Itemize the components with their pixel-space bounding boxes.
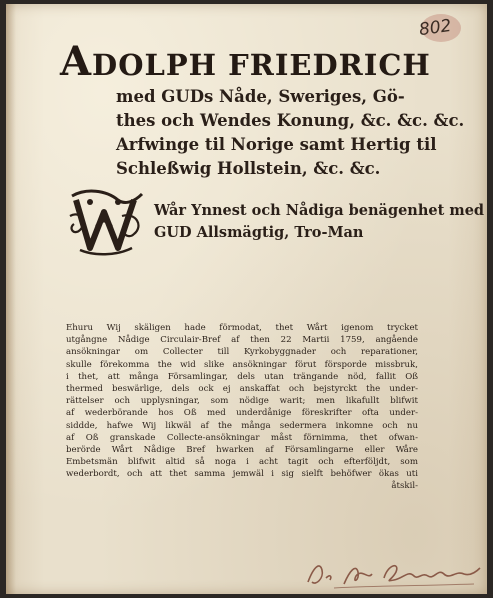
- body-line: skulle förekomma the wid slike ansökningar förut försporde missbruk,: [66, 359, 418, 370]
- body-line: utgångne Nådige Circulair-Bref af then 22 Martii 1759, angående: [66, 335, 418, 346]
- body-line: af wederbörande hos Oß med underdånige föreskrifter ofta under-: [66, 408, 418, 419]
- heading-rest: DOLPH FRIEDRICH: [92, 48, 431, 82]
- heading-line-4: Schleßwig Hollstein, &c. &c.: [116, 159, 381, 178]
- body-line: berörde Wårt Nådige Bref hwarken af Församlingarne eller Wåre: [66, 444, 418, 455]
- heading-line-1: med GUDs Nåde, Sweriges, Gö-: [116, 87, 405, 106]
- document-page: [6, 4, 487, 594]
- handwritten-number: 802: [417, 15, 453, 41]
- body-line: Embetsmän blifwit altid så noga i acht tagit och efterföljdt, som: [66, 457, 418, 468]
- body-line: Ehuru Wij skäligen hade förmodat, thet Wårt igenom trycket: [66, 323, 418, 333]
- body-line: wederbordt, och att thet samma jemwäl i sig sielft behöfwer ökas uti: [66, 469, 418, 480]
- body-line: af Oß granskade Collecte-ansökningar måst förnimma, thet ofwan-: [66, 432, 418, 443]
- heading-line-3: Arfwinge til Norige samt Hertig til: [116, 135, 437, 154]
- decorated-initial-w-icon: [66, 186, 146, 258]
- heading-line-2: thes och Wendes Konung, &c. &c. &c.: [116, 111, 465, 130]
- salutation-line-1: Wår Ynnest och Nådiga benägenhet med: [154, 202, 485, 219]
- body-line: siddde, hafwe Wij likwäl af the många sedermera inkomne och nu: [66, 420, 418, 431]
- body-line: rättelser och upplysningar, som nödige warit; men likafullt blifwit: [66, 396, 418, 407]
- handwritten-signature-icon: [304, 556, 484, 590]
- salutation-line-2: GUD Allsmägtig, Tro-Man: [154, 224, 364, 241]
- royal-name-heading: [60, 38, 480, 85]
- body-line: thermed beswärlige, dels ock ej anskaffat och bejstyrckt the under-: [66, 383, 418, 394]
- body-line: ansökningar om Collecter till Kyrkobyggnader och reparationer,: [66, 347, 418, 358]
- page-edge-shadow: [6, 4, 16, 594]
- body-text: [66, 322, 418, 493]
- body-line: i thet, att många Församlingar, dels utan trängande nöd, fallit Oß: [66, 371, 418, 382]
- catchword: åtskil-: [391, 481, 418, 492]
- heading-initial: A: [60, 38, 93, 85]
